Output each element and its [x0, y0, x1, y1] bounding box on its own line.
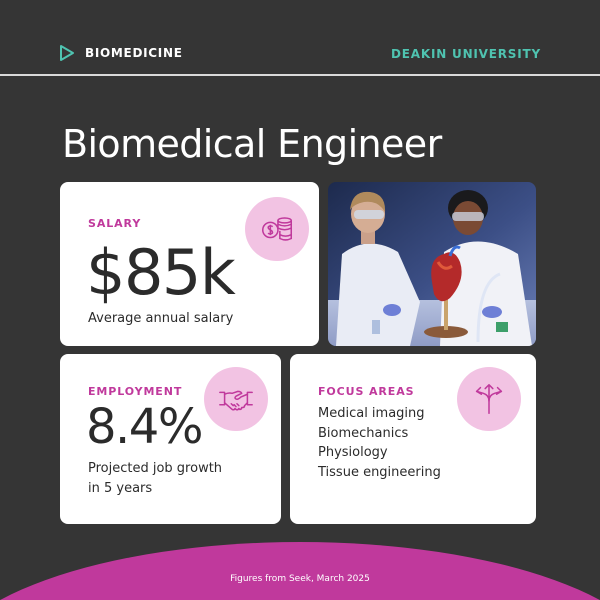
employment-description-line2: in 5 years [88, 481, 153, 496]
employment-icon-badge [204, 367, 268, 431]
salary-value: $85k [86, 236, 235, 309]
lab-photo [328, 182, 536, 346]
brand-name: BIOMEDICINE [85, 46, 183, 60]
brand [58, 44, 183, 62]
play-triangle-icon [58, 44, 76, 62]
focus-areas-card [290, 354, 536, 524]
salary-icon-badge [245, 197, 309, 261]
employment-label: EMPLOYMENT [88, 385, 183, 398]
focus-area-item: Medical imaging [318, 406, 425, 421]
page-title: Biomedical Engineer [62, 122, 442, 166]
employment-card [60, 354, 281, 524]
focus-area-item: Physiology [318, 445, 388, 460]
footer-arc [0, 542, 600, 600]
focus-areas-label: FOCUS AREAS [318, 385, 415, 398]
split-arrows-icon [470, 380, 508, 418]
employment-description-line1: Projected job growth [88, 461, 223, 476]
handshake-icon [217, 380, 255, 418]
focus-area-item: Biomechanics [318, 425, 409, 441]
two-researchers-with-heart-model-photo [328, 182, 536, 346]
coins-dollar-icon [258, 210, 296, 248]
employment-description [88, 459, 222, 499]
employment-value: 8.4% [86, 399, 202, 455]
focus-area-item: Tissue engineering [318, 464, 441, 480]
source-note: Figures from Seek, March 2025 [230, 574, 370, 584]
top-bar [0, 0, 600, 76]
salary-label: SALARY [88, 217, 142, 230]
focus-icon-badge [457, 367, 521, 431]
university-name: DEAKIN UNIVERSITY [391, 47, 541, 61]
focus-areas-list [318, 404, 441, 482]
salary-card [60, 182, 319, 346]
salary-description: Average annual salary [88, 311, 234, 326]
